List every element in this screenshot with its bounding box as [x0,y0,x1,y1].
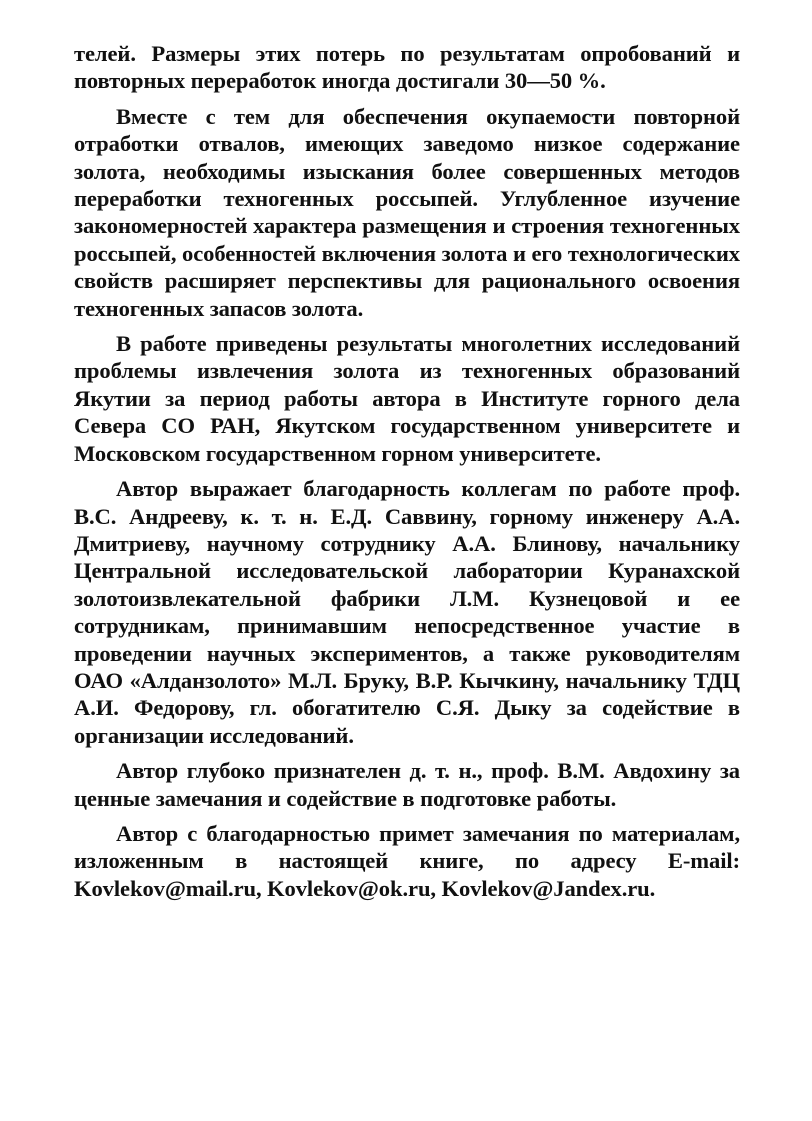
paragraph-continuation: телей. Размеры этих потерь по результатам опробований и повторных переработок иногда достигали 30—50 %. [74,41,740,94]
paragraph-contact: Автор с благодарностью примет замечания по материалам, изложенным в настоящей книге, по адресу E-mail: Kovlekov@mail.ru, Kovlekov@ok.ru, Kovlekov@Jandex.ru. [74,820,740,901]
paragraph-gratitude: Автор глубоко признателен д. т. н., проф. В.М. Авдохину за ценные замечания и содействие в подготовке работы. [74,758,740,811]
paragraph-research: В работе приведены результаты многолетних исследований проблемы извлечения золота из техногенных образований Якутии за период работы автора в Институте горного дела Севера СО РАН, Якутском государственном университете и Московском государственном горном университете. [74,331,740,466]
paragraph-acknowledgements: Автор выражает благодарность коллегам по работе проф. В.С. Андрееву, к. т. н. Е.Д. Саввину, горному инженеру А.А. Дмитриеву, научному сотруднику А.А. Блинову, начальнику Центральной исследовательской лаборатории Куранахской золотоизвлекательной фабрики Л.М. Кузнецовой и ее сотрудникам, принимавшим непосредственное участие в проведении научных экспериментов, а также руководителям ОАО «Алданзолото» М.Л. Бруку, В.Р. Кычкину, начальнику ТДЦ А.И. Федорову, гл. обогатителю С.Я. Дыку за содействие в организации исследований. [74,476,740,748]
paragraph-methods: Вместе с тем для обеспечения окупаемости повторной отработки отвалов, имеющих заведомо низкое содержание золота, необходимы изыскания более совершенных методов переработки техногенных россыпей. Углубленное изучение закономерностей характера размещения и строения техногенных россыпей, особенностей включения золота и его технологических свойств расширяет перспективы для рационального освоения техногенных запасов золота. [74,103,740,321]
document-page [74,40,740,910]
